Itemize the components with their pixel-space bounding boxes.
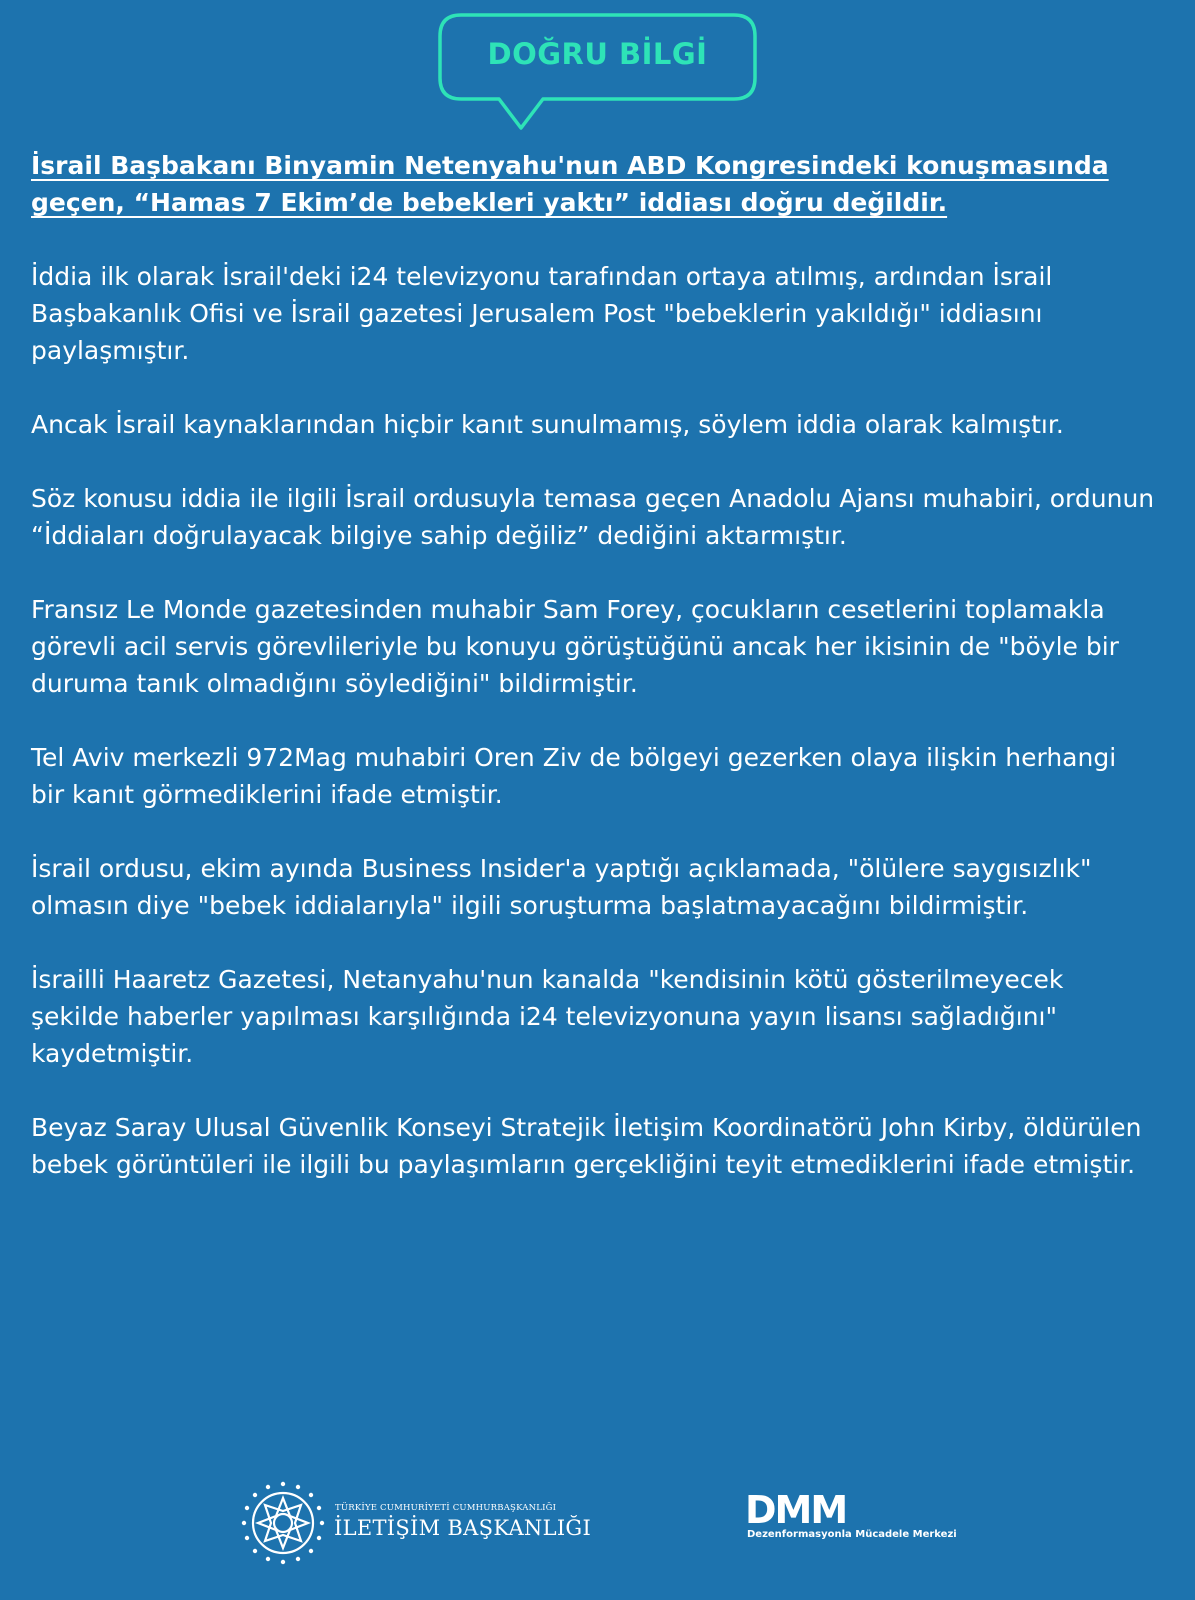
dogru-bilgi-badge [437,12,758,102]
paragraph: Tel Aviv merkezli 972Mag muhabiri Oren Ziv de bölgeyi gezerken olaya ilişkin herhangi bir kanıt görmediklerini ifade etmiştir. [31,743,1117,809]
org-name-line2: İLETİŞİM BAŞKANLIĞI [334,1516,592,1540]
paragraph: Ancak İsrail kaynaklarından hiçbir kanıt sunulmamış, söylem iddia olarak kalmıştır. [31,410,1064,439]
paragraph: İsrail ordusu, ekim ayında Business Insider'a yaptığı açıklamada, "ölülere saygısızlık" olmasın diye "bebek iddialarıyla" ilgili soruşturma başlatmayacağını bildirmiştir. [31,854,1092,920]
speech-bubble-icon [437,12,758,132]
paragraph: İddia ilk olarak İsrail'deki i24 televizyonu tarafından ortaya atılmış, ardından İsrail Başbakanlık Ofisi ve İsrail gazetesi Jerusalem Post "bebeklerin yakıldığı" iddiasını paylaşmıştır. [31,262,1053,365]
paragraph: Beyaz Saray Ulusal Güvenlik Konseyi Stratejik İletişim Koordinatörü John Kirby, öldürülen bebek görüntüleri ile ilgili bu paylaşımların gerçekliğini teyit etmediklerini ifade etmiştir. [31,1113,1142,1179]
star-emblem-icon [240,1480,326,1566]
dmm-subtitle: Dezenformasyonla Mücadele Merkezi [747,1529,957,1540]
badge-label: DOĞRU BİLGİ [487,37,708,71]
org-name-line1: TÜRKİYE CUMHURİYETİ CUMHURBAŞKANLIĞI [335,1503,557,1513]
dmm-logo-text: DMM [745,1493,847,1527]
paragraph: Söz konusu iddia ile ilgili İsrail ordusuyla temasa geçen Anadolu Ajansı muhabiri, ordunun “İddiaları doğrulayacak bilgiye sahip değiliz” dediğini aktarmıştır. [31,484,1155,550]
iletisim-baskanligi-logo [240,1480,610,1570]
dmm-logo-icon [745,1493,915,1527]
paragraph: Fransız Le Monde gazetesinden muhabir Sam Forey, çocukların cesetlerini toplamakla görevli acil servis görevlileriyle bu konuyu görüştüğünü ancak her ikisinin de "böyle bir duruma tanık olmadığını söylediğini" bildirmiştir. [31,595,1119,698]
dmm-logo [745,1493,975,1553]
article-body [31,147,1156,1220]
headline: İsrail Başbakanı Binyamin Netenyahu'nun ABD Kongresindeki konuşmasında geçen, “Hamas 7 Ekim’de bebekleri yaktı” iddiası doğru değildir. [31,151,1109,217]
paragraph: İsrailli Haaretz Gazetesi, Netanyahu'nun kanalda "kendisinin kötü gösterilmeyecek şekilde haberler yapılması karşılığında i24 televizyonuna yayın lisansı sağladığını" kaydetmiştir. [31,965,1064,1068]
